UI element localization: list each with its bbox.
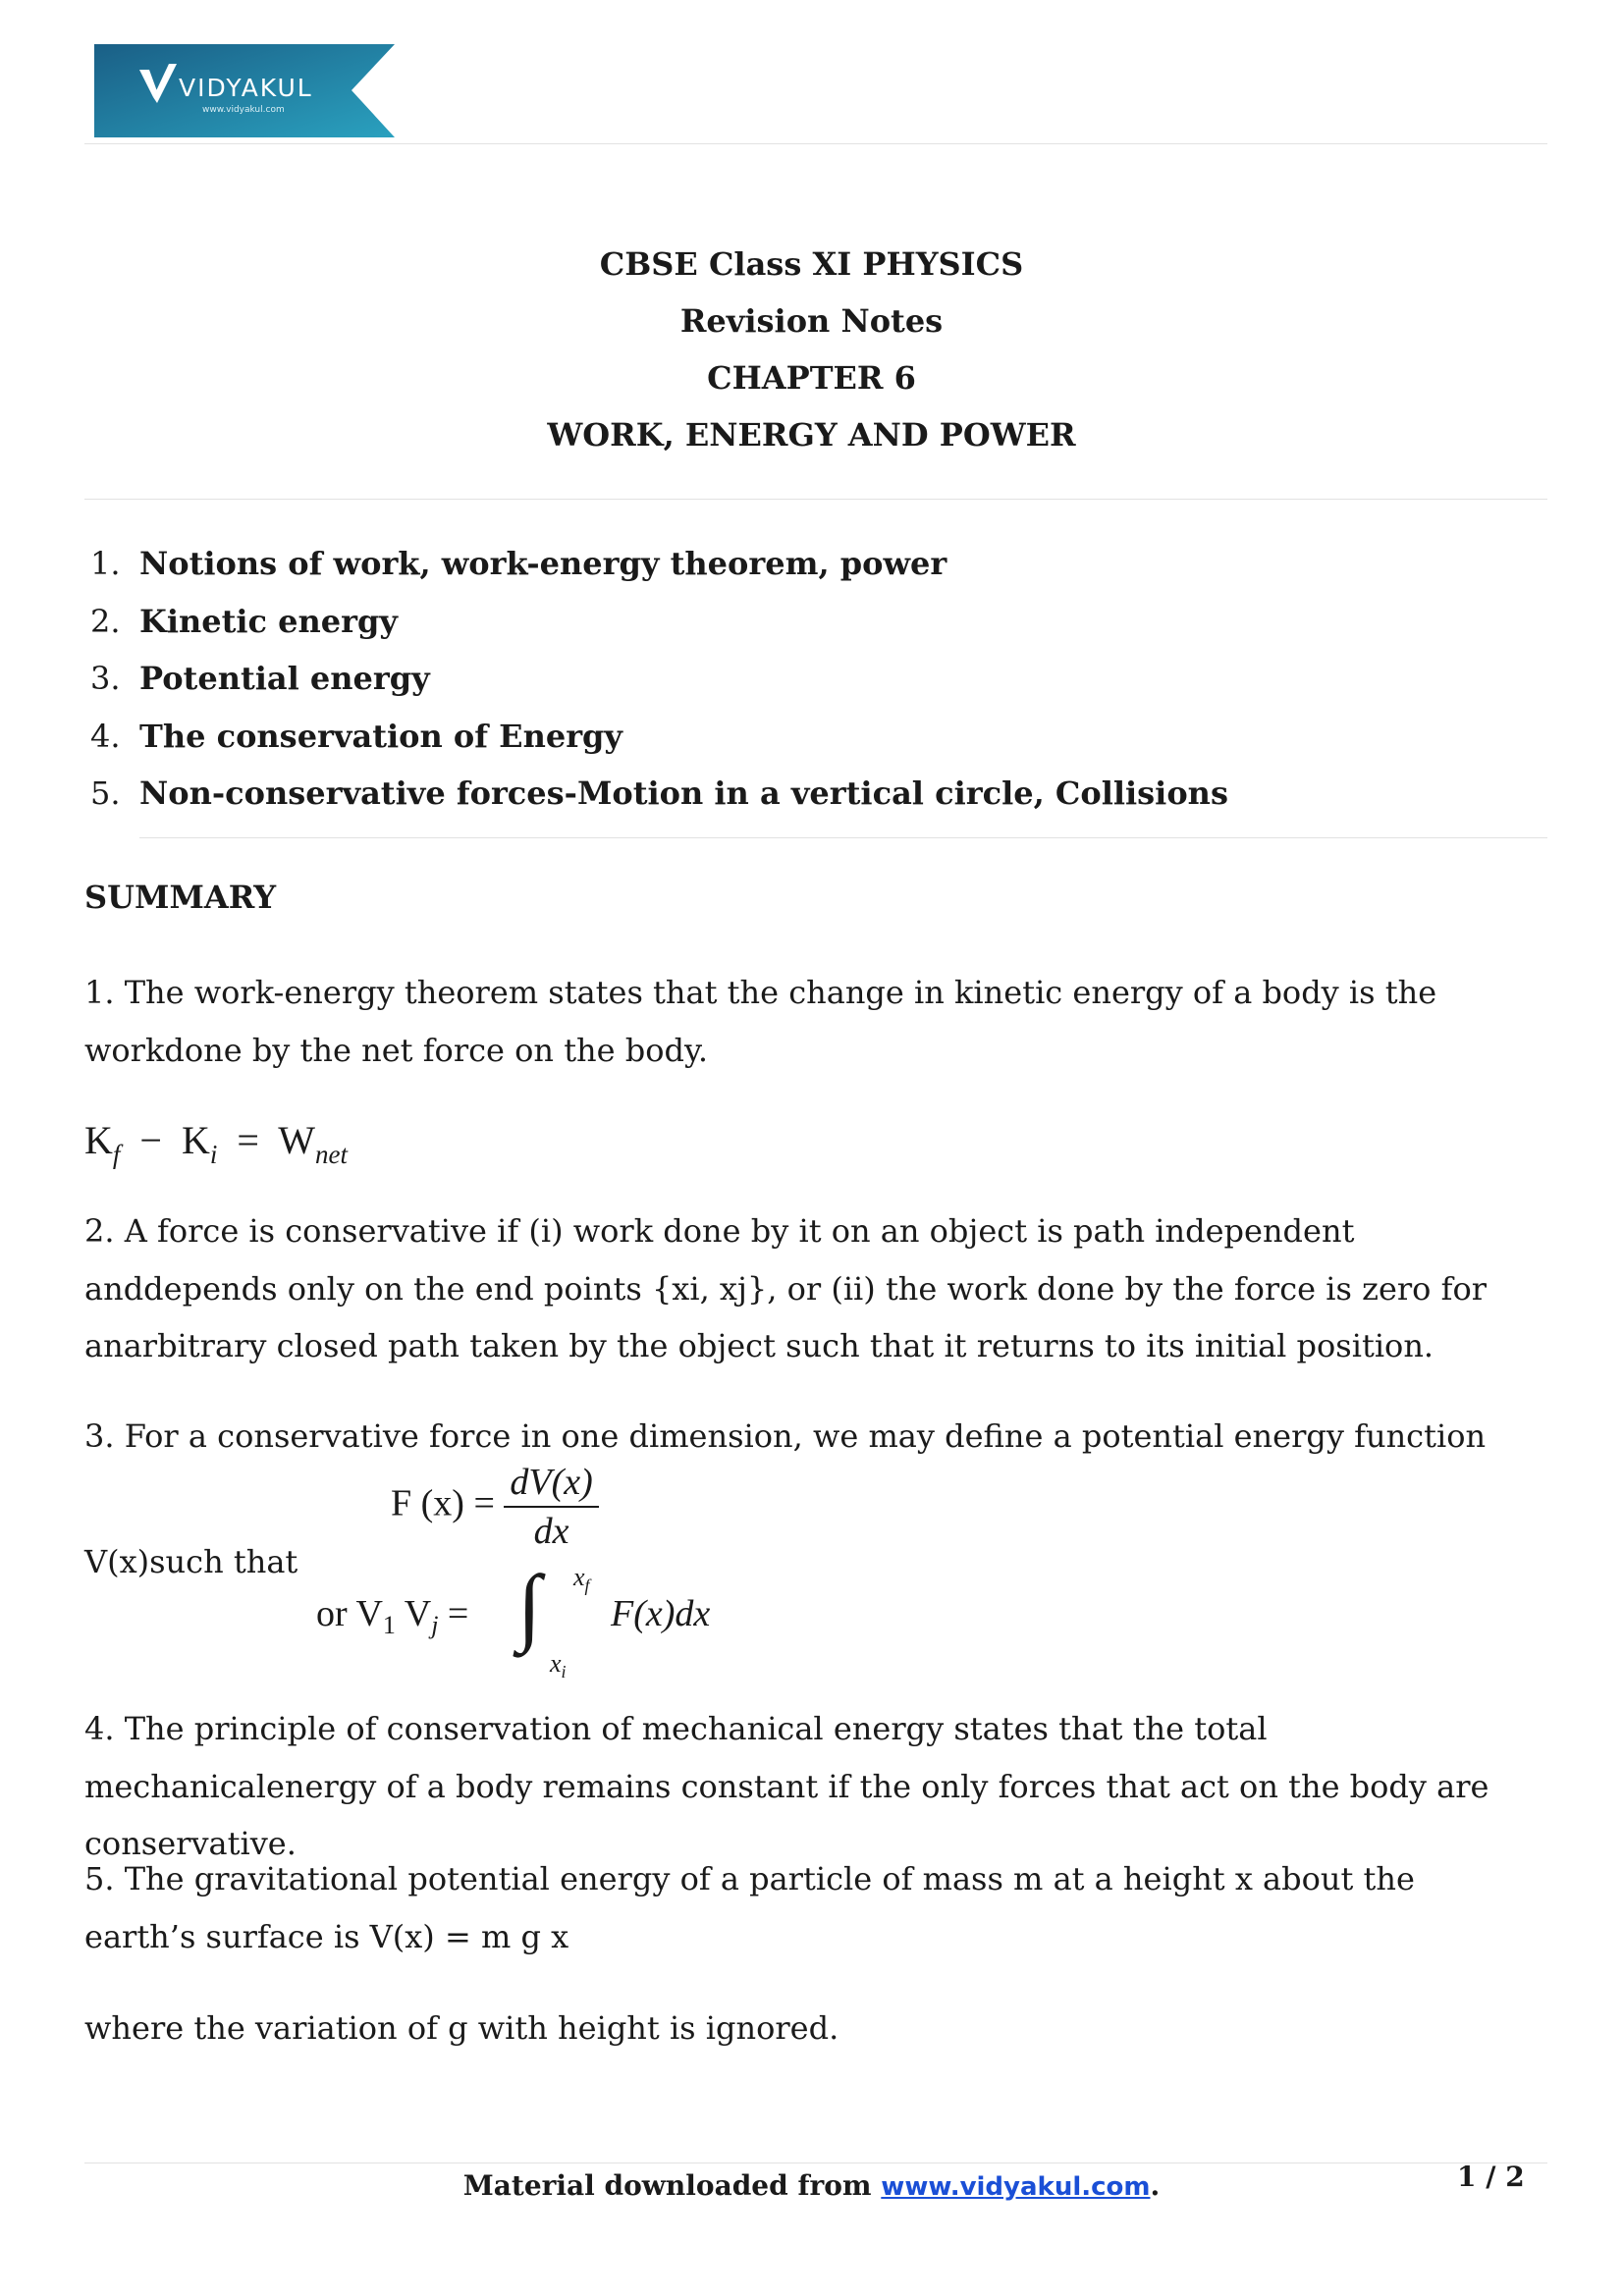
course-title: CBSE Class XI PHYSICS: [599, 245, 1024, 283]
vidyakul-link[interactable]: www.vidyakul.com: [881, 2172, 1151, 2202]
potential-integral-equation: or $V_1$ $V_j$ = ∫ $x_f$ $x_i$ F(x)dx: [316, 1559, 711, 1682]
list-item: 2. Kinetic energy: [90, 602, 398, 640]
point-2: 2. A force is conservative if (i) work done by it on an object is path independent anddepends only on the end points {xi, xj}, or (ii) the work done by the force is zero for anarbitrary closed path taken by the object such that it returns to its initial position.: [84, 1212, 1488, 1364]
list-item: 5. Non-conservative forces-Motion in a vertical circle, Collisions: [90, 774, 1228, 812]
point-3-label: V(x)such that: [84, 1543, 298, 1580]
list-item: 4. The conservation of Energy: [90, 717, 623, 755]
chapter-title: CHAPTER 6: [707, 359, 916, 397]
vidyakul-logo: [94, 44, 395, 137]
list-item: 1. Notions of work, work-energy theorem, power: [90, 545, 947, 582]
point-3: 3. For a conservative force in one dimension, we may define a potential energy function: [84, 1417, 1487, 1455]
integral-lower-limit: $x_i$: [550, 1649, 567, 1682]
list-item: 3. Potential energy: [90, 660, 430, 697]
page-number: 1 / 2: [1457, 2161, 1525, 2193]
topic-list: [90, 535, 1228, 823]
point-5-note: where the variation of g with height is ignored.: [84, 2009, 839, 2047]
work-energy-equation: $K_f - K_i = W_{net}$: [84, 1118, 348, 1169]
top-divider: [84, 143, 1547, 144]
logo-brand: VIDYAKUL: [179, 74, 313, 102]
force-derivative-equation: F (x) = $\frac{dV(x)}{dx}$: [391, 1461, 599, 1553]
chapter-name: WORK, ENERGY AND POWER: [547, 416, 1076, 454]
title-divider: [84, 499, 1547, 500]
summary-heading: SUMMARY: [84, 879, 277, 916]
integrand: F(x)dx: [611, 1593, 711, 1634]
logo-url: www.vidyakul.com: [202, 105, 285, 115]
toc-divider: [139, 837, 1547, 838]
notes-title: Revision Notes: [679, 302, 944, 340]
integral-upper-limit: $x_f$: [573, 1563, 590, 1596]
integral-sign: ∫: [517, 1559, 542, 1654]
footer: Material downloaded from www.vidyakul.com.: [462, 2169, 1161, 2202]
point-4: 4. The principle of conservation of mechanical energy states that the total mechanicalenergy of a body remains constant if the only forces that act on the body are conservative.: [84, 1710, 1489, 1862]
point-1: 1. The work-energy theorem states that the change in kinetic energy of a body is the workdone by the net force on the body.: [84, 974, 1437, 1069]
fraction: $\frac{dV(x)}{dx}$: [504, 1461, 598, 1553]
point-5: 5. The gravitational potential energy of a particle of mass m at a height x about the earth’s surface is V(x) = m g x: [84, 1860, 1415, 1955]
